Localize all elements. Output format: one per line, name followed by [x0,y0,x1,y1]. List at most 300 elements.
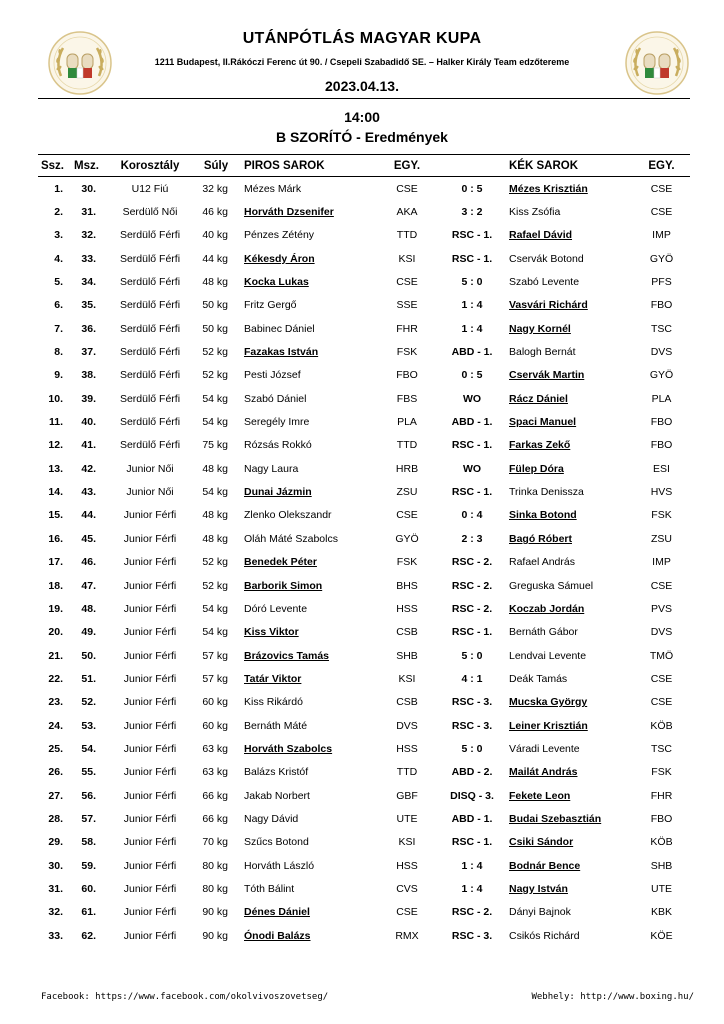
bout-result: RSC - 3. [451,929,493,942]
table-row [38,387,690,410]
blue-corner-club: FSK [651,509,672,522]
age-category: Junior Női [126,486,174,499]
match-number: 44. [81,509,96,522]
footer-facebook-link[interactable]: Facebook: https://www.facebook.com/okolvivoszovetseg/ [41,992,329,1002]
red-corner-name: Bernáth Máté [244,719,308,732]
blue-corner-name: Sinka Botond [509,509,577,522]
weight-class: 60 kg [202,719,228,732]
red-corner-club: ZSU [396,486,418,499]
blue-corner-name: Rafael Dávid [509,229,573,242]
blue-corner-club: IMP [652,229,671,242]
match-number: 35. [81,299,96,312]
weight-class: 48 kg [202,276,228,289]
blue-corner-club: FBO [650,299,673,312]
blue-corner-name: Szabó Levente [509,276,580,289]
red-corner-name: Balázs Kristóf [244,766,309,779]
match-number: 54. [81,742,96,755]
bout-number: 7. [54,322,63,335]
results-body [38,177,690,948]
bout-number: 30. [48,859,63,872]
match-number: 37. [81,346,96,359]
bout-number: 27. [48,789,63,802]
bout-result: 5 : 0 [461,276,483,289]
blue-corner-club: GYÖ [649,369,674,382]
bout-result: WO [462,462,482,475]
match-number: 46. [81,556,96,569]
venue-address: 1211 Budapest, II.Rákóczi Ferenc út 90. / Csepeli Szabadidő SE. – Halker Király Team edzőtereme [154,57,570,67]
red-corner-name: Babinec Dániel [244,322,315,335]
red-corner-name: Ónodi Balázs [244,929,311,942]
age-category: Junior Férfi [123,719,177,732]
blue-corner-name: Csiki Sándor [509,836,574,849]
weight-class: 63 kg [202,766,228,779]
bout-number: 5. [54,276,63,289]
red-corner-club: FSK [396,556,418,569]
blue-corner-name: Nagy István [509,882,568,895]
table-row [38,924,690,947]
blue-corner-name: Rácz Dániel [509,392,568,405]
blue-corner-club: CSE [650,672,673,685]
blue-corner-name: Fekete Leon [509,789,571,802]
red-corner-club: CSB [396,626,418,639]
bout-result: RSC - 3. [451,696,493,709]
table-row [38,504,690,527]
red-corner-name: Oláh Máté Szabolcs [244,532,338,545]
bout-number: 8. [54,346,63,359]
red-corner-name: Rózsás Rokkó [244,439,312,452]
weight-class: 80 kg [202,859,228,872]
bout-result: 0 : 4 [461,509,483,522]
age-category: Junior Férfi [123,789,177,802]
age-category: Junior Férfi [123,812,177,825]
blue-corner-club: KÖB [650,719,673,732]
red-corner-name: Horváth László [244,859,315,872]
match-number: 51. [81,672,96,685]
match-number: 60. [81,882,96,895]
match-number: 53. [81,719,96,732]
weight-class: 54 kg [202,602,228,615]
bout-number: 4. [54,252,63,265]
age-category: Junior Férfi [123,556,177,569]
age-category: Junior Férfi [123,649,177,662]
age-category: Junior Férfi [123,626,177,639]
red-corner-club: DVS [396,719,418,732]
results-table [38,154,690,947]
table-row [38,247,690,270]
blue-corner-name: Cservák Martin [509,369,585,382]
blue-corner-club: HVS [650,486,673,499]
table-row [38,831,690,854]
red-corner-club: TTD [396,766,418,779]
table-row [38,854,690,877]
blue-corner-club: CSE [650,182,673,195]
bout-number: 13. [48,462,63,475]
blue-corner-club: UTE [651,882,672,895]
blue-corner-name: Kiss Zsófia [509,206,561,219]
match-number: 47. [81,579,96,592]
table-row [38,410,690,433]
table-row [38,340,690,363]
blue-corner-name: Koczab Jordán [509,602,585,615]
age-category: Junior Női [126,462,174,475]
blue-corner-name: Vasvári Richárd [509,299,588,312]
match-number: 61. [81,906,96,919]
bout-number: 24. [48,719,63,732]
page-subtitle: B SZORÍTÓ - Eredmények [276,129,448,145]
blue-corner-club: TSC [651,322,672,335]
blue-corner-club: KBK [650,906,672,919]
match-number: 52. [81,696,96,709]
red-corner-name: Fazakas István [244,346,319,359]
bout-number: 15. [48,509,63,522]
red-corner-name: Kékesdy Áron [244,252,315,265]
bout-number: 9. [54,369,63,382]
bout-number: 29. [48,836,63,849]
match-number: 48. [81,602,96,615]
table-row [38,877,690,900]
match-number: 34. [81,276,96,289]
red-corner-name: Dénes Dániel [244,906,310,919]
bout-result: WO [462,392,482,405]
weight-class: 44 kg [202,252,228,265]
red-corner-club: FBO [396,369,418,382]
age-category: Serdülő Férfi [119,416,181,429]
bout-number: 22. [48,672,63,685]
blue-corner-name: Mézes Krisztián [509,182,588,195]
table-row [38,761,690,784]
table-row [38,621,690,644]
bout-number: 32. [48,906,63,919]
blue-corner-name: Cservák Botond [509,252,584,265]
red-corner-club: KSI [398,252,416,265]
weight-class: 80 kg [202,882,228,895]
bout-result: ABD - 2. [451,766,493,779]
age-category: Junior Férfi [123,882,177,895]
table-row [38,574,690,597]
match-number: 38. [81,369,96,382]
red-corner-club: TTD [396,229,418,242]
blue-corner-name: Mailát András [509,766,578,779]
red-corner-name: Benedek Péter [244,556,317,569]
blue-corner-name: Spaci Manuel [509,416,577,429]
bout-number: 2. [54,206,63,219]
blue-corner-club: CSE [650,579,673,592]
red-corner-club: HSS [396,859,418,872]
table-row [38,807,690,830]
age-category: Junior Férfi [123,929,177,942]
column-header-category: Korosztály [106,155,194,177]
bout-number: 16. [48,532,63,545]
bout-result: ABD - 1. [451,346,493,359]
bout-result: RSC - 2. [451,906,493,919]
red-corner-club: CSE [396,276,418,289]
red-corner-name: Barborik Simon [244,579,323,592]
red-corner-name: Horváth Szabolcs [244,742,333,755]
age-category: Serdülő Férfi [119,346,181,359]
event-time: 14:00 [344,109,380,125]
bout-result: RSC - 1. [451,439,493,452]
bout-result: 1 : 4 [461,322,483,335]
red-corner-name: Jakab Norbert [244,789,310,802]
red-corner-club: CSE [396,509,418,522]
red-corner-club: SSE [396,299,418,312]
match-number: 59. [81,859,96,872]
blue-corner-club: PFS [651,276,672,289]
age-category: Serdülő Férfi [119,299,181,312]
match-number: 43. [81,486,96,499]
red-corner-club: PLA [397,416,417,429]
bout-number: 28. [48,812,63,825]
red-corner-club: HSS [396,742,418,755]
age-category: Serdülő Férfi [119,229,181,242]
weight-class: 75 kg [202,439,228,452]
table-row [38,667,690,690]
bout-result: ABD - 1. [451,812,493,825]
blue-corner-name: Lendvai Levente [509,649,587,662]
bout-result: 4 : 1 [461,672,483,685]
match-number: 42. [81,462,96,475]
column-header-result [441,155,503,177]
bout-result: RSC - 2. [451,556,493,569]
blue-corner-club: IMP [652,556,671,569]
bout-result: 5 : 0 [461,742,483,755]
footer-website-link[interactable]: Webhely: http://www.boxing.hu/ [531,992,694,1002]
bout-result: 3 : 2 [461,206,483,219]
bout-result: RSC - 1. [451,229,493,242]
blue-corner-name: Deák Tamás [509,672,568,685]
red-corner-club: RMX [395,929,419,942]
bout-number: 11. [48,416,63,429]
blue-corner-name: Bagó Róbert [509,532,572,545]
weight-class: 54 kg [202,392,228,405]
bout-result: 5 : 0 [461,649,483,662]
weight-class: 32 kg [202,182,228,195]
match-number: 50. [81,649,96,662]
red-corner-name: Kocka Lukas [244,276,309,289]
table-row [38,597,690,620]
table-row [38,714,690,737]
weight-class: 63 kg [202,742,228,755]
blue-corner-club: PVS [650,602,672,615]
age-category: Serdülő Férfi [119,276,181,289]
bout-number: 33. [48,929,63,942]
weight-class: 90 kg [202,906,228,919]
table-header-row [38,155,690,177]
bout-number: 31. [48,882,63,895]
red-corner-club: GYÖ [395,532,419,545]
match-number: 49. [81,626,96,639]
age-category: Junior Férfi [123,509,177,522]
red-corner-name: Szűcs Botond [244,836,309,849]
blue-corner-club: KÖB [650,836,673,849]
table-row [38,364,690,387]
red-corner-name: Pénzes Zétény [244,229,315,242]
red-corner-club: KSI [398,836,416,849]
blue-corner-club: DVS [650,346,673,359]
blue-corner-name: Mucska György [509,696,588,709]
blue-corner-club: FBO [650,439,673,452]
match-number: 30. [81,182,96,195]
red-corner-club: CSB [396,696,418,709]
red-corner-club: KSI [398,672,416,685]
column-header-red-corner: PIROS SAROK [238,155,373,177]
blue-corner-name: Bodnár Bence [509,859,581,872]
bout-result: DISQ - 3. [450,789,494,802]
weight-class: 40 kg [202,229,228,242]
bout-number: 26. [48,766,63,779]
weight-class: 60 kg [202,696,228,709]
match-number: 39. [81,392,96,405]
weight-class: 70 kg [202,836,228,849]
red-corner-club: FHR [396,322,418,335]
weight-class: 66 kg [202,789,228,802]
bout-result: RSC - 2. [451,579,493,592]
age-category: Junior Férfi [123,579,177,592]
bout-result: 2 : 3 [461,532,483,545]
blue-corner-name: Dányi Bajnok [509,906,571,919]
age-category: Junior Férfi [123,906,177,919]
weight-class: 66 kg [202,812,228,825]
age-category: Junior Férfi [123,532,177,545]
weight-class: 52 kg [202,579,228,592]
table-row [38,784,690,807]
column-header-ssz: Ssz. [38,155,67,177]
table-row [38,270,690,293]
red-corner-name: Brázovics Tamás [244,649,330,662]
bout-number: 23. [48,696,63,709]
match-number: 32. [81,229,96,242]
match-number: 36. [81,322,96,335]
blue-corner-name: Leiner Krisztián [509,719,588,732]
red-corner-club: CSE [396,906,418,919]
bout-number: 20. [48,626,63,639]
red-corner-name: Szabó Dániel [244,392,307,405]
age-category: Junior Férfi [123,602,177,615]
column-header-blue-corner: KÉK SAROK [503,155,633,177]
table-row [38,457,690,480]
table-row [38,434,690,457]
blue-corner-club: FHR [650,789,673,802]
red-corner-name: Tóth Bálint [244,882,295,895]
blue-corner-club: TMÖ [649,649,674,662]
bout-number: 18. [48,579,63,592]
age-category: Junior Férfi [123,836,177,849]
weight-class: 48 kg [202,532,228,545]
bout-result: ABD - 1. [451,416,493,429]
weight-class: 54 kg [202,626,228,639]
blue-corner-name: Rafael András [509,556,575,569]
weight-class: 50 kg [202,322,228,335]
table-row [38,224,690,247]
bout-result: RSC - 1. [451,252,493,265]
blue-corner-club: CSE [650,206,673,219]
bout-number: 21. [48,649,63,662]
age-category: Junior Férfi [123,766,177,779]
age-category: U12 Fiú [131,182,169,195]
weight-class: 54 kg [202,486,228,499]
match-number: 58. [81,836,96,849]
weight-class: 54 kg [202,416,228,429]
age-category: Serdülő Női [122,206,178,219]
blue-corner-name: Balogh Bernát [509,346,576,359]
header-divider [38,98,690,99]
red-corner-club: FBS [396,392,418,405]
blue-corner-club: ESI [653,462,670,475]
bout-result: RSC - 1. [451,486,493,499]
column-header-weight: Súly [194,155,238,177]
blue-corner-name: Farkas Zekő [509,439,571,452]
blue-corner-club: FSK [651,766,672,779]
red-corner-club: BHS [396,579,418,592]
table-row [38,200,690,223]
blue-corner-name: Greguska Sámuel [509,579,594,592]
match-number: 31. [81,206,96,219]
column-header-red-club: EGY. [373,155,441,177]
red-corner-name: Pesti József [244,369,301,382]
red-corner-name: Horváth Dzsenifer [244,206,334,219]
blue-corner-club: CSE [650,696,673,709]
blue-corner-club: FBO [650,812,673,825]
bout-number: 10. [48,392,63,405]
match-number: 45. [81,532,96,545]
red-corner-club: CSE [396,182,418,195]
bout-result: 1 : 4 [461,299,483,312]
age-category: Junior Férfi [123,859,177,872]
red-corner-club: CVS [396,882,418,895]
age-category: Junior Férfi [123,742,177,755]
age-category: Serdülő Férfi [119,369,181,382]
bout-number: 17. [48,556,63,569]
table-row [38,737,690,760]
blue-corner-club: KÖE [650,929,673,942]
bout-number: 1. [54,182,63,195]
weight-class: 50 kg [202,299,228,312]
match-number: 40. [81,416,96,429]
blue-corner-name: Fülep Dóra [509,462,564,475]
bout-number: 25. [48,742,63,755]
red-corner-club: HRB [395,462,419,475]
table-row [38,691,690,714]
red-corner-club: HSS [396,602,418,615]
table-row [38,551,690,574]
bout-result: 1 : 4 [461,859,483,872]
red-corner-name: Dunai Jázmin [244,486,312,499]
red-corner-name: Nagy Dávid [244,812,299,825]
blue-corner-club: FBO [650,416,673,429]
weight-class: 52 kg [202,346,228,359]
red-corner-name: Dóró Levente [244,602,308,615]
column-header-msz: Msz. [67,155,106,177]
table-row [38,901,690,924]
blue-corner-club: GYÖ [649,252,674,265]
blue-corner-club: ZSU [651,532,672,545]
blue-corner-name: Nagy Kornél [509,322,571,335]
age-category: Serdülő Férfi [119,439,181,452]
red-corner-club: UTE [396,812,418,825]
bout-number: 3. [54,229,63,242]
weight-class: 48 kg [202,462,228,475]
table-row [38,177,690,201]
bout-number: 6. [54,299,63,312]
match-number: 62. [81,929,96,942]
weight-class: 48 kg [202,509,228,522]
blue-corner-name: Budai Szebasztián [509,812,602,825]
age-category: Serdülő Férfi [119,392,181,405]
bout-result: 1 : 4 [461,882,483,895]
bout-result: RSC - 1. [451,836,493,849]
blue-corner-name: Csikós Richárd [509,929,580,942]
blue-corner-name: Trinka Denissza [509,486,584,499]
